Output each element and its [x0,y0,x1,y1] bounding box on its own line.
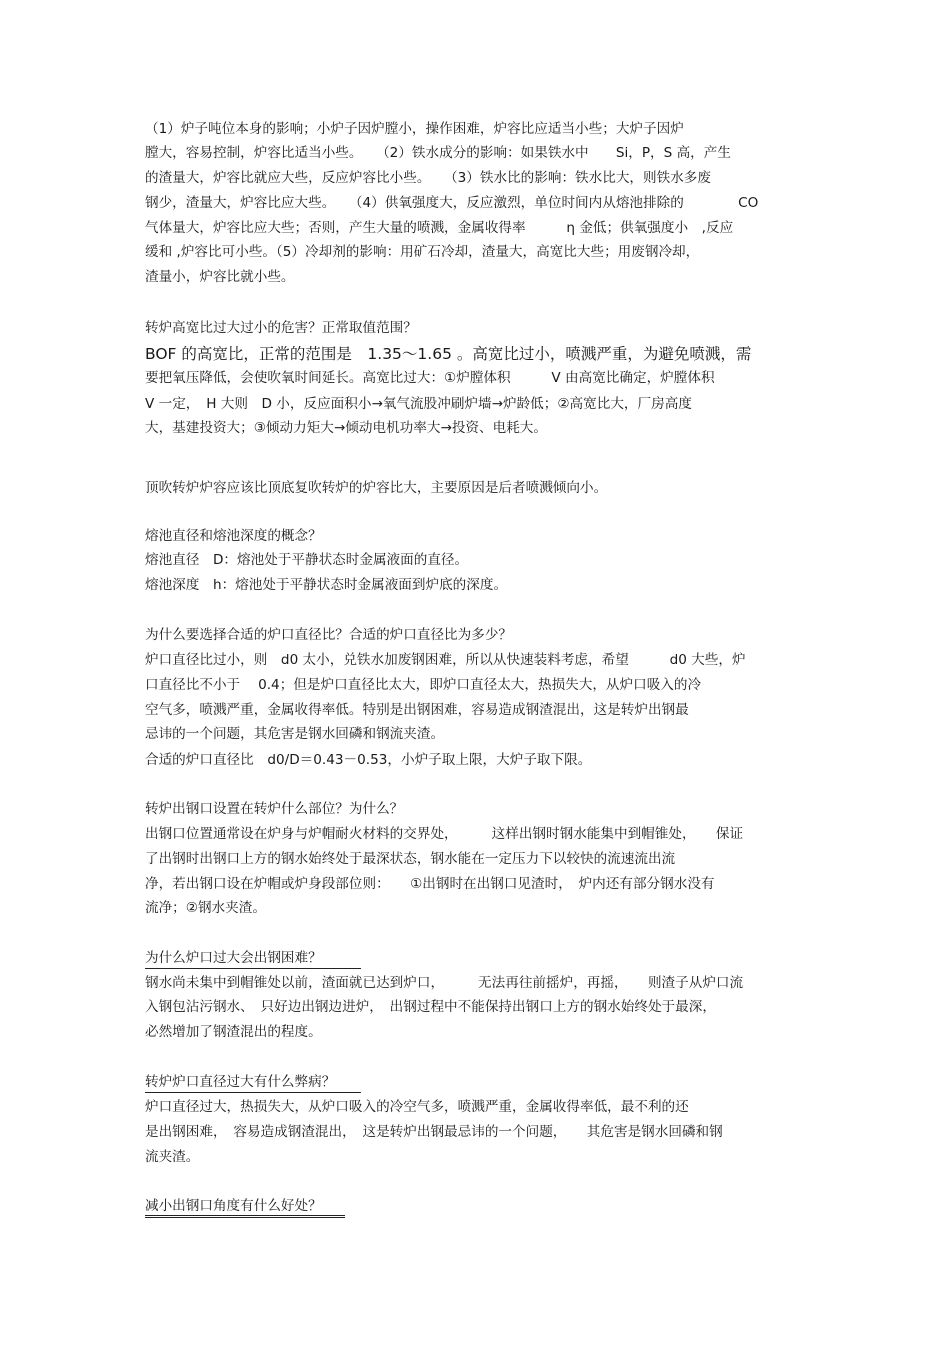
text-line: 口直径比不小于 0.4；但是炉口直径比太大，即炉口直径太大，热损失大，从炉口吸入的冷 [145,677,702,693]
text-line: 净，若出钢口设在炉帽或炉身段部位则： ①出钢时在出钢口见渣时， 炉内还有部分钢水没有 [145,876,715,892]
text-line: 忌讳的一个问题，其危害是钢水回磷和钢流夹渣。 [145,726,445,742]
text-line: 钢水尚未集中到帽锥处以前，渣面就已达到炉口， 无法再往前摇炉，再摇， 则渣子从炉口流 [145,975,744,991]
text-line: 膛大，容易控制，炉容比适当小些。 （2）铁水成分的影响：如果铁水中 Si，P，S 高，产生 [145,145,731,161]
text-line: （1）炉子吨位本身的影响；小炉子因炉膛小，操作困难，炉容比应适当小些；大炉子因炉 [145,121,684,137]
text-line: 流净；②钢水夹渣。 [145,900,266,916]
text-line: 熔池直径 D：熔池处于平静状态时金属液面的直径。 [145,552,469,568]
text-line: 合适的炉口直径比 d0/D＝0.43－0.53，小炉子取上限，大炉子取下限。 [145,752,592,768]
text-line: V 一定， H 大则 D 小，反应面积小→氧气流股冲刷炉墙→炉龄低；②高宽比大，厂房高度 [145,396,692,412]
text-line: 是出钢困难， 容易造成钢渣混出， 这是转炉出钢最忌讳的一个问题， 其危害是钢水回磷和钢 [145,1124,723,1140]
heading-underline [145,968,361,969]
text-line: 必然增加了钢渣混出的程度。 [145,1024,322,1040]
section-heading: 为什么要选择合适的炉口直径比？合适的炉口直径比为多少？ [145,627,513,643]
section-heading: 转炉炉口直径过大有什么弊病？ [145,1074,336,1090]
text-line: 出钢口位置通常设在炉身与炉帽耐火材料的交界处， 这样出钢时钢水能集中到帽锥处， 保证 [145,826,744,842]
text-line: 入钢包沾污钢水、 只好边出钢边进炉， 出钢过程中不能保持出钢口上方的钢水始终处于最深， [145,999,716,1015]
section-heading: 为什么炉口过大会出钢困难？ [145,950,322,966]
text-line: 了出钢时出钢口上方的钢水始终处于最深状态，钢水能在一定压力下以较快的流速流出流 [145,851,676,867]
text-line: 空气多，喷溅严重，金属收得率低。特别是出钢困难，容易造成钢渣混出，这是转炉出钢最 [145,702,689,718]
text-line: 气体量大，炉容比应大些；否则，产生大量的喷溅，金属收得率 η 金低；供氧强度小 ,反应 [145,220,734,236]
section-heading: 转炉高宽比过大过小的危害？正常取值范围？ [145,320,417,336]
heading-underline [145,1092,361,1093]
text-line: 流夹渣。 [145,1149,200,1165]
heading-underline [145,1215,345,1216]
text-line: 顶吹转炉炉容应该比顶底复吹转炉的炉容比大，主要原因是后者喷溅倾向小。 [145,480,608,496]
text-line: 钢少，渣量大，炉容比应大些。 （4）供氧强度大，反应激烈，单位时间内从熔池排除的 CO [145,195,759,211]
text-line: BOF 的高宽比，正常的范围是 1.35～1.65 。高宽比过小，喷溅严重，为避免喷溅，需 [145,345,752,363]
text-line: 要把氧压降低，会使吹氧时间延长。高宽比过大：①炉膛体积 V 由高宽比确定，炉膛体积 [145,370,715,386]
section-heading: 熔池直径和熔池深度的概念？ [145,528,322,544]
text-line: 炉口直径比过小，则 d0 太小，兑铁水加废钢困难，所以从快速装料考虑，希望 d0 大些，炉 [145,652,746,668]
text-line: 渣量小，炉容比就小些。 [145,269,295,285]
text-line: 炉口直径过大，热损失大，从炉口吸入的冷空气多，喷溅严重，金属收得率低，最不利的还 [145,1099,689,1115]
text-line: 熔池深度 h：熔池处于平静状态时金属液面到炉底的深度。 [145,577,508,593]
text-line: 的渣量大，炉容比就应大些，反应炉容比小些。 （3）铁水比的影响：铁水比大，则铁水多废 [145,170,711,186]
section-heading: 减小出钢口角度有什么好处？ [145,1198,322,1214]
section-heading: 转炉出钢口设置在转炉什么部位？为什么？ [145,801,404,817]
text-line: 缓和 ,炉容比可小些。（5）冷却剂的影响：用矿石冷却，渣量大，高宽比大些；用废钢冷却， [145,244,700,260]
text-line: 大，基建投资大；③倾动力矩大→倾动电机功率大→投资、电耗大。 [145,420,547,436]
